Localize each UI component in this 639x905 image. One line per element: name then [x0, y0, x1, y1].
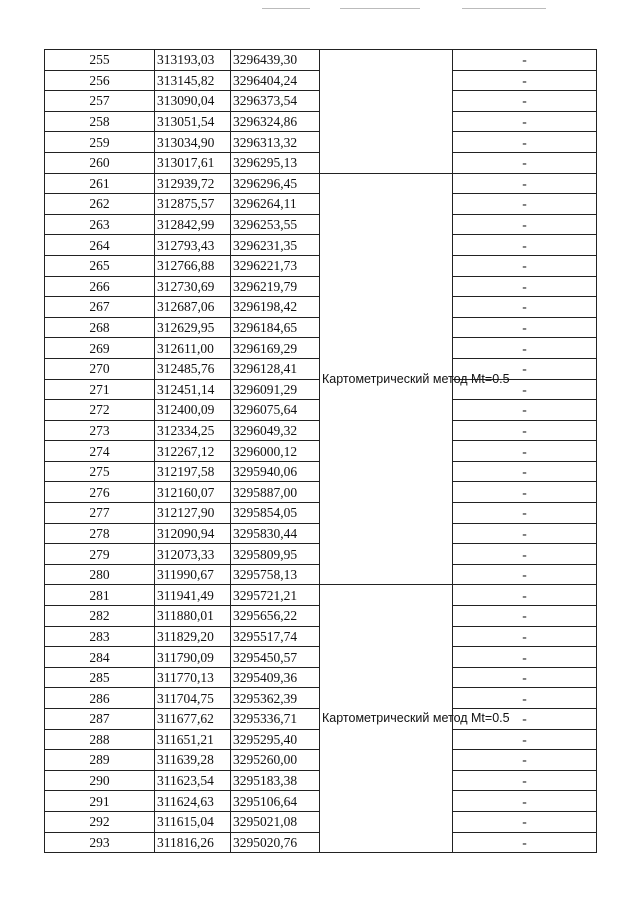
x-coordinate-cell: 311615,04 — [155, 811, 231, 832]
remark-cell: - — [453, 358, 597, 379]
point-number-cell: 283 — [45, 626, 155, 647]
remark-cell: - — [453, 173, 597, 194]
point-number-cell: 286 — [45, 688, 155, 709]
remark-cell: - — [453, 503, 597, 524]
y-coordinate-cell: 3295020,76 — [231, 832, 320, 853]
y-coordinate-cell: 3295450,57 — [231, 647, 320, 668]
remark-cell: - — [453, 400, 597, 421]
x-coordinate-cell: 311829,20 — [155, 626, 231, 647]
remark-cell: - — [453, 420, 597, 441]
y-coordinate-cell: 3295721,21 — [231, 585, 320, 606]
x-coordinate-cell: 311816,26 — [155, 832, 231, 853]
point-number-cell: 267 — [45, 297, 155, 318]
y-coordinate-cell: 3296169,29 — [231, 338, 320, 359]
x-coordinate-cell: 311790,09 — [155, 647, 231, 668]
y-coordinate-cell: 3296264,11 — [231, 194, 320, 215]
point-number-cell: 255 — [45, 50, 155, 71]
x-coordinate-cell: 312687,06 — [155, 297, 231, 318]
point-number-cell: 257 — [45, 91, 155, 112]
point-number-cell: 289 — [45, 750, 155, 771]
x-coordinate-cell: 311990,67 — [155, 564, 231, 585]
y-coordinate-cell: 3296049,32 — [231, 420, 320, 441]
x-coordinate-cell: 312793,43 — [155, 235, 231, 256]
point-number-cell: 280 — [45, 564, 155, 585]
x-coordinate-cell: 311880,01 — [155, 606, 231, 627]
scan-artifact-line — [262, 8, 310, 9]
y-coordinate-cell: 3295336,71 — [231, 709, 320, 730]
point-number-cell: 281 — [45, 585, 155, 606]
point-number-cell: 256 — [45, 70, 155, 91]
point-number-cell: 279 — [45, 544, 155, 565]
y-coordinate-cell: 3296295,13 — [231, 152, 320, 173]
y-coordinate-cell: 3295940,06 — [231, 461, 320, 482]
remark-cell: - — [453, 606, 597, 627]
x-coordinate-cell: 312485,76 — [155, 358, 231, 379]
y-coordinate-cell: 3296091,29 — [231, 379, 320, 400]
method-cell: Картометрический метод Mt=0.5 — [320, 173, 453, 585]
point-number-cell: 272 — [45, 400, 155, 421]
coordinates-table-body — [45, 50, 597, 853]
table-row — [45, 50, 597, 71]
y-coordinate-cell: 3295106,64 — [231, 791, 320, 812]
y-coordinate-cell: 3296439,30 — [231, 50, 320, 71]
point-number-cell: 259 — [45, 132, 155, 153]
point-number-cell: 275 — [45, 461, 155, 482]
x-coordinate-cell: 313034,90 — [155, 132, 231, 153]
x-coordinate-cell: 312629,95 — [155, 317, 231, 338]
y-coordinate-cell: 3295362,39 — [231, 688, 320, 709]
x-coordinate-cell: 311624,63 — [155, 791, 231, 812]
y-coordinate-cell: 3295854,05 — [231, 503, 320, 524]
point-number-cell: 287 — [45, 709, 155, 730]
y-coordinate-cell: 3296324,86 — [231, 111, 320, 132]
remark-cell: - — [453, 544, 597, 565]
y-coordinate-cell: 3295409,36 — [231, 667, 320, 688]
x-coordinate-cell: 312451,14 — [155, 379, 231, 400]
y-coordinate-cell: 3296184,65 — [231, 317, 320, 338]
y-coordinate-cell: 3296128,41 — [231, 358, 320, 379]
y-coordinate-cell: 3296296,45 — [231, 173, 320, 194]
x-coordinate-cell: 311704,75 — [155, 688, 231, 709]
y-coordinate-cell: 3295887,00 — [231, 482, 320, 503]
remark-cell: - — [453, 564, 597, 585]
remark-cell: - — [453, 214, 597, 235]
x-coordinate-cell: 313193,03 — [155, 50, 231, 71]
y-coordinate-cell: 3296075,64 — [231, 400, 320, 421]
point-number-cell: 278 — [45, 523, 155, 544]
remark-cell: - — [453, 276, 597, 297]
point-number-cell: 271 — [45, 379, 155, 400]
y-coordinate-cell: 3296221,73 — [231, 255, 320, 276]
remark-cell: - — [453, 667, 597, 688]
method-cell-empty — [320, 50, 453, 174]
remark-cell: - — [453, 111, 597, 132]
remark-cell: - — [453, 709, 597, 730]
point-number-cell: 290 — [45, 770, 155, 791]
y-coordinate-cell: 3296000,12 — [231, 441, 320, 462]
point-number-cell: 292 — [45, 811, 155, 832]
x-coordinate-cell: 312939,72 — [155, 173, 231, 194]
y-coordinate-cell: 3295517,74 — [231, 626, 320, 647]
y-coordinate-cell: 3296198,42 — [231, 297, 320, 318]
point-number-cell: 282 — [45, 606, 155, 627]
x-coordinate-cell: 313017,61 — [155, 152, 231, 173]
x-coordinate-cell: 312400,09 — [155, 400, 231, 421]
remark-cell: - — [453, 647, 597, 668]
x-coordinate-cell: 312267,12 — [155, 441, 231, 462]
remark-cell: - — [453, 729, 597, 750]
x-coordinate-cell: 313145,82 — [155, 70, 231, 91]
x-coordinate-cell: 312197,58 — [155, 461, 231, 482]
y-coordinate-cell: 3295021,08 — [231, 811, 320, 832]
scan-artifact-line — [462, 8, 546, 9]
point-number-cell: 263 — [45, 214, 155, 235]
x-coordinate-cell: 313051,54 — [155, 111, 231, 132]
x-coordinate-cell: 312611,00 — [155, 338, 231, 359]
y-coordinate-cell: 3296231,35 — [231, 235, 320, 256]
y-coordinate-cell: 3296373,54 — [231, 91, 320, 112]
point-number-cell: 274 — [45, 441, 155, 462]
remark-cell: - — [453, 255, 597, 276]
remark-cell: - — [453, 297, 597, 318]
remark-cell: - — [453, 91, 597, 112]
y-coordinate-cell: 3295656,22 — [231, 606, 320, 627]
remark-cell: - — [453, 235, 597, 256]
point-number-cell: 288 — [45, 729, 155, 750]
x-coordinate-cell: 312160,07 — [155, 482, 231, 503]
point-number-cell: 270 — [45, 358, 155, 379]
point-number-cell: 293 — [45, 832, 155, 853]
point-number-cell: 269 — [45, 338, 155, 359]
x-coordinate-cell: 312730,69 — [155, 276, 231, 297]
remark-cell: - — [453, 523, 597, 544]
remark-cell: - — [453, 770, 597, 791]
point-number-cell: 276 — [45, 482, 155, 503]
table-row — [45, 585, 597, 606]
remark-cell: - — [453, 132, 597, 153]
point-number-cell: 258 — [45, 111, 155, 132]
x-coordinate-cell: 312127,90 — [155, 503, 231, 524]
remark-cell: - — [453, 461, 597, 482]
y-coordinate-cell: 3296404,24 — [231, 70, 320, 91]
remark-cell: - — [453, 152, 597, 173]
remark-cell: - — [453, 585, 597, 606]
y-coordinate-cell: 3295758,13 — [231, 564, 320, 585]
y-coordinate-cell: 3296313,32 — [231, 132, 320, 153]
remark-cell: - — [453, 441, 597, 462]
remark-cell: - — [453, 194, 597, 215]
x-coordinate-cell: 312334,25 — [155, 420, 231, 441]
remark-cell: - — [453, 482, 597, 503]
x-coordinate-cell: 313090,04 — [155, 91, 231, 112]
point-number-cell: 291 — [45, 791, 155, 812]
point-number-cell: 260 — [45, 152, 155, 173]
y-coordinate-cell: 3295809,95 — [231, 544, 320, 565]
x-coordinate-cell: 311677,62 — [155, 709, 231, 730]
remark-cell: - — [453, 791, 597, 812]
x-coordinate-cell: 311941,49 — [155, 585, 231, 606]
coordinates-table — [44, 49, 597, 853]
remark-cell: - — [453, 626, 597, 647]
remark-cell: - — [453, 70, 597, 91]
remark-cell: - — [453, 688, 597, 709]
y-coordinate-cell: 3295830,44 — [231, 523, 320, 544]
point-number-cell: 262 — [45, 194, 155, 215]
x-coordinate-cell: 312073,33 — [155, 544, 231, 565]
remark-cell: - — [453, 50, 597, 71]
point-number-cell: 264 — [45, 235, 155, 256]
method-cell: Картометрический метод Mt=0.5 — [320, 585, 453, 853]
point-number-cell: 265 — [45, 255, 155, 276]
x-coordinate-cell: 311770,13 — [155, 667, 231, 688]
x-coordinate-cell: 312842,99 — [155, 214, 231, 235]
remark-cell: - — [453, 750, 597, 771]
y-coordinate-cell: 3296253,55 — [231, 214, 320, 235]
y-coordinate-cell: 3296219,79 — [231, 276, 320, 297]
remark-cell: - — [453, 317, 597, 338]
x-coordinate-cell: 311623,54 — [155, 770, 231, 791]
remark-cell: - — [453, 832, 597, 853]
point-number-cell: 284 — [45, 647, 155, 668]
point-number-cell: 277 — [45, 503, 155, 524]
x-coordinate-cell: 312090,94 — [155, 523, 231, 544]
remark-cell: - — [453, 811, 597, 832]
point-number-cell: 261 — [45, 173, 155, 194]
y-coordinate-cell: 3295295,40 — [231, 729, 320, 750]
x-coordinate-cell: 312875,57 — [155, 194, 231, 215]
y-coordinate-cell: 3295183,38 — [231, 770, 320, 791]
point-number-cell: 268 — [45, 317, 155, 338]
x-coordinate-cell: 311651,21 — [155, 729, 231, 750]
x-coordinate-cell: 311639,28 — [155, 750, 231, 771]
remark-cell: - — [453, 379, 597, 400]
remark-cell: - — [453, 338, 597, 359]
x-coordinate-cell: 312766,88 — [155, 255, 231, 276]
scan-artifact-line — [340, 8, 420, 9]
point-number-cell: 266 — [45, 276, 155, 297]
table-row — [45, 173, 597, 194]
y-coordinate-cell: 3295260,00 — [231, 750, 320, 771]
point-number-cell: 285 — [45, 667, 155, 688]
point-number-cell: 273 — [45, 420, 155, 441]
